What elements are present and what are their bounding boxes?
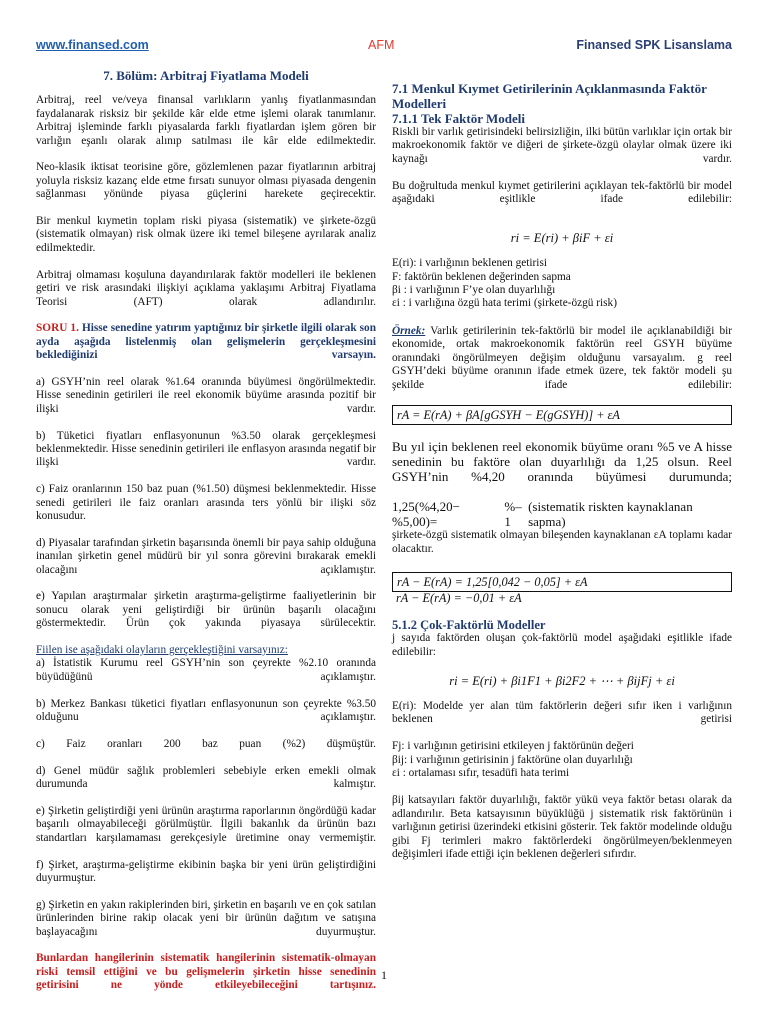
definition-item: F: faktörün beklenen değerinden sapma	[392, 270, 571, 283]
list-item: e) Şirketin geliştirdiği yeni ürünün araştırma raporlarının öngördüğü kadar başarılı olmayabileceği görülmüştür. İlgili bakanlık da ürünün bazı standartları karşılamaması gerekçesiyle üretimine onay vermemiştir.	[36, 804, 376, 844]
multi-factor-equation: ri = E(ri) + βi1F1 + βi2F2 + ⋯ + βijFj + εi	[449, 673, 675, 688]
example-text: Varlık getirilerinin tek-faktörlü bir model ile açıklanabildiği bir ekonomide, ortak makroekonomik faktörün reel GSYH büyüme oranındaki öngörülmeyen değişim olduğunu varsayalım. g reel GSYH’deki büyüme oranının ifade etmek üzere, tek faktör modeli şu şekilde ifade edilebilir:	[392, 324, 732, 391]
aft-paragraph: Arbitraj olmaması koşuluna dayandırılarak faktör modelleri ile beklenen getiri ve risk arasındaki ilişkiyi açıklama yaklaşımı Arbitraj Fiyatlama Teorisi (AFT) olarak adlandırılır.	[36, 268, 376, 308]
definition-item: βij: i varlığının getirisinin j faktörüne olan duyarlılığı	[392, 753, 633, 766]
deviation-equation: rA − E(rA) = −0,01 + εA	[396, 590, 522, 605]
list-item: f) Şirket, araştırma-geliştirme ekibinin başka bir yeni ürün geliştirdiğini duyurmuştur.	[36, 858, 376, 884]
actual-events-title: Fiilen ise aşağıdaki olayların gerçekleştiğini varsayınız:	[36, 644, 288, 657]
multi-factor-intro: j sayıda faktörden oluşan çok-faktörlü model aşağıdaki eşitlikle ifade edilebilir:	[392, 632, 732, 658]
question-text: Hisse senedine yatırım yaptığınız bir şirketle ilgili olarak son ayda aşağıda listelenmiş olan gelişmelerin gerçekleşmesini beklediğinizi varsayın.	[36, 322, 376, 362]
growth-example-paragraph: Bu yıl için beklenen reel ekonomik büyüme oranı %5 ve A hisse senedinin bu faktöre olan duyarlılığı da 1,25 olsun. Reel GSYH’nin %4,20 oranında büyümesi durumunda;	[392, 439, 732, 485]
section-title: 7.1 Menkul Kıymet Getirilerinin Açıklanmasında Faktör Modelleri	[392, 81, 707, 111]
list-item: g) Şirketin en yakın rakiplerinden biri, şirketin en başarılı ve en çok satılan ürünlerinden birine rakip olacak yeni bir ürünün dağıtım ve satışına başlayacağını duyurmuştur.	[36, 898, 376, 938]
beta-paragraph: βij katsayıları faktör duyarlılığı, faktör yükü veya faktör betası olarak da adlandırılır. Beta katsayısının büyüklüğü j sistematik risk faktörünün i varlığının getirisi üzerindeki etkisini gösterir. Tek faktör modelinde olduğu gibi Fj terimleri makro faktörlerdeki öngörülmeyen/beklenmeyen değişimleri ifade ettiği için beklenen değerleri sıfırdır.	[392, 794, 732, 861]
left-column	[36, 69, 376, 1006]
definition-item: Fj: i varlığının getirisini etkileyen j faktörünün değeri	[392, 740, 634, 753]
definition-item: εi : i varlığına özgü hata terimi (şirkete-özgü risk)	[392, 297, 617, 310]
definition-item: εi : ortalaması sıfır, tesadüfi hata terimi	[392, 767, 570, 779]
chapter-title: 7. Bölüm: Arbitraj Fiyatlama Modeli	[103, 68, 309, 83]
single-factor-intro: Riskli bir varlık getirisindeki belirsizliğin, ilki bütün varlıklar için ortak bir makroekonomik faktör ve diğeri de şirkete-özgü olaylar olmak üzere iki kaynağı vardır.	[392, 126, 732, 165]
single-factor-equation: ri = E(ri) + βiF + εi	[510, 230, 614, 245]
list-item: c) Faiz oranları 200 baz puan (%2) düşmüştür.	[36, 737, 376, 750]
gdp-factor-equation: rA = E(rA) + βA[gGSYH − E(gGSYH)] + εA	[392, 405, 732, 425]
list-item: b) Tüketici fiyatları enflasyonunun %3.50 olarak gerçekleşmesi beklenmektedir. Hisse senedinin getirileri ile enflasyon arasında negatif bir ilişki vardır.	[36, 429, 376, 469]
discussion-prompt: Bunlardan hangilerinin sistematik hangilerinin sistematik-olmayan riski temsil ettiğini ve bu gelişmelerin şirketin hisse senedinin getirisini ne yönde etkileyebileceğini tartışınız.	[36, 952, 376, 992]
example-label: Örnek:	[392, 324, 426, 337]
definition-item: βi : i varlığının F’ye olan duyarlılığı	[392, 284, 556, 297]
example-paragraph	[392, 325, 732, 405]
calc-expression: 1,25(%4,20−%5,00)=	[392, 499, 460, 530]
list-item: a) GSYH’nin reel olarak %1.64 oranında büyümesi öngörülmektedir. Hisse senedinin getirileri ile reel ekonomik büyüme arasında pozitif bir ilişki vardır.	[36, 375, 376, 415]
calc-line	[392, 499, 732, 529]
neoclassical-paragraph: Neo-klasik iktisat teorisine göre, gözlemlenen pazar fiyatlarının arbitraj yoluyla risksiz kazanç elde etme fırsatı sunuyor olması piyasada dengenin sağlanması yönünde piyasa güçlerini harekete geçirecektir.	[36, 161, 376, 201]
question-1	[36, 322, 376, 376]
header-right-label: Finansed SPK Lisanslama	[576, 38, 732, 52]
deviation-equation-box: rA − E(rA) = 1,25[0,042 − 0,05] + εA	[392, 572, 732, 592]
list-item: a) İstatistik Kurumu reel GSYH’nin son çeyrekte %2.10 oranında büyüdüğünü açıklamıştır.	[36, 657, 376, 683]
list-item: b) Merkez Bankası tüketici fiyatları enflasyonunun son çeyrekte %3.50 olduğunu açıklamıştır.	[36, 697, 376, 724]
actual-list	[36, 657, 376, 952]
definition-list	[392, 257, 732, 311]
list-item: d) Piyasalar tarafından şirketin başarısında önemli bir paya sahip olduğuna inanılan şirketin genel müdürü bir yıl sonra görevini bırakarak emekli olacağını açıklamıştır.	[36, 536, 376, 576]
page-header	[36, 39, 732, 55]
header-center-label: AFM	[368, 38, 395, 52]
right-column	[392, 69, 732, 861]
list-item: e) Yapılan araştırmalar şirketin araştırma-geliştirme faaliyetlerinin bir sonucu olarak yeni geliştirdiği bir ürünün başarılı olacağını göstermektedir. Ürün çok yakında piyasaya sürülecektir.	[36, 590, 376, 630]
multi-definition-list	[392, 700, 732, 780]
expected-list	[36, 376, 376, 644]
list-item: d) Genel müdür sağlık problemleri sebebiyle erken emekli olmak durumunda kalmıştır.	[36, 764, 376, 791]
multi-factor-title: 5.1.2 Çok-Faktörlü Modeller	[392, 617, 546, 632]
intro-paragraph: Arbitraj, reel ve/veya finansal varlıkların yanlış fiyatlanmasından faydalanarak risksiz bir şekilde kâr elde etme işlemi olarak tanımlanır. Arbitraj işleminde farklı piyasalarda farklı fiyatlardan işlem gören bir varlığın eşanlı olarak alınıp satılması ile kâr elde edilmektedir.	[36, 94, 376, 147]
single-factor-lead: Bu doğrultuda menkul kıymet getirilerini açıklayan tek-faktörlü bir model aşağıdaki eşitlikle ifade edilebilir:	[392, 179, 732, 206]
specific-risk-paragraph: şirkete-özgü sistematik olmayan bileşenden kaynaklanan εA toplamı kadar olacaktır.	[392, 529, 732, 555]
site-link[interactable]: www.finansed.com	[36, 38, 149, 52]
question-label: SORU 1.	[36, 322, 79, 335]
definition-item: E(ri): i varlığının beklenen getirisi	[392, 257, 547, 270]
page-number: 1	[381, 968, 387, 982]
list-item: c) Faiz oranlarının 150 baz puan (%1.50) düşmesi beklenmektedir. Hisse senedi getirileri ile faiz oranları arasında ters yönlü bir ilişki söz konusudur.	[36, 483, 376, 522]
risk-paragraph: Bir menkul kıymetin toplam riski piyasa (sistematik) ve şirkete-özgü (sistematik olmayan) risk olmak üzere iki temel bileşene ayrılarak analiz edilmektedir.	[36, 215, 376, 254]
calc-note: (sistematik riskten kaynaklanan sapma)	[528, 499, 693, 530]
definition-item: E(ri): Modelde yer alan tüm faktörlerin değeri sıfır iken i varlığının beklenen getirisi	[392, 699, 732, 726]
calc-result: %–1	[504, 499, 522, 530]
subsection-title: 7.1.1 Tek Faktör Modeli	[392, 111, 526, 126]
